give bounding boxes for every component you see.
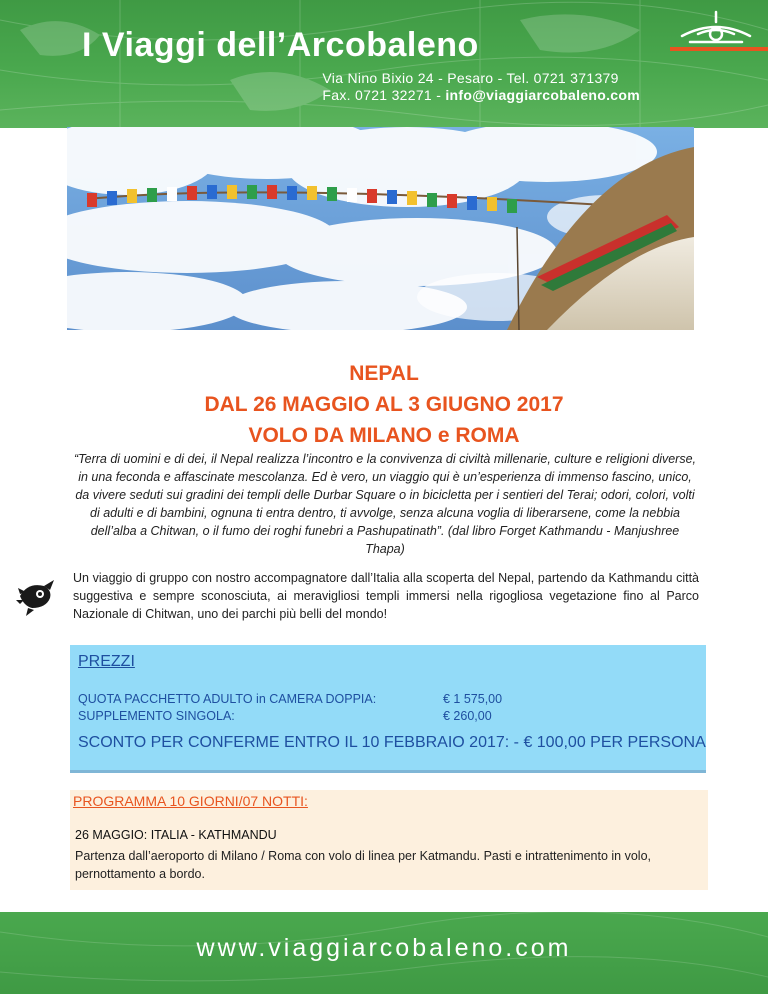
price-label: QUOTA PACCHETTO ADULTO in CAMERA DOPPIA:: [78, 692, 377, 706]
website-url[interactable]: www.viaggiarcobaleno.com: [196, 934, 572, 962]
stupa-photo: [67, 127, 694, 330]
agency-email[interactable]: info@viaggiarcobaleno.com: [445, 87, 640, 103]
agency-fax: Fax. 0721 32271 -: [322, 87, 446, 103]
agency-fax-email: [322, 87, 640, 104]
trip-intro: Un viaggio di gruppo con nostro accompagnatore dall’Italia alla scoperta del Nepal, partendo da Kathmandu città suggestiva e sempre sconosciuta, ai meravigliosi templi immersi nella rigogliosa vegetazione fino al Parco Nazionale di Chitwan, uno dei parchi più belli del mondo!: [73, 571, 699, 621]
prices-heading: PREZZI: [78, 653, 135, 670]
discount-note: SCONTO PER CONFERME ENTRO IL 10 FEBBRAIO 2017: - € 100,00 PER PERSONA: [78, 734, 706, 751]
trip-destination: NEPAL: [349, 362, 419, 385]
book-quote: “Terra di uomini e di dei, il Nepal realizza l’incontro e la convivenza di civiltà millenarie, culture e religioni diverse, in una feconda e affascinate mescolanza. Ed è vero, un viaggio qui è un’esperienza di immenso fascino, unico, da vivere seduti sui gradini dei templi delle Durbar Square o in bicicletta per i sentieri del Terai; odori, colori, volti di adulti e di bambini, ognuna ti entra dentro, ti avvolge, senza alcuna voglia di liberarsene, come la nebbia dell’alba a Chitwan, o il fumo dei roghi funebri a Pashupatinath”. (dal libro Forget Kathmandu - Manjushree Thapa): [73, 452, 697, 556]
footer-banner: [0, 912, 768, 994]
trip-flight: VOLO DA MILANO e ROMA: [248, 424, 520, 447]
bird-ornament-icon: [14, 574, 58, 618]
logo-accent-bar: [670, 47, 768, 51]
day-title: 26 MAGGIO: ITALIA - KATHMANDU: [75, 828, 277, 842]
header-banner: [0, 0, 768, 128]
price-label: SUPPLEMENTO SINGOLA:: [78, 709, 235, 723]
program-heading: PROGRAMMA 10 GIORNI/07 NOTTI:: [73, 793, 308, 809]
prices-box: [70, 645, 706, 773]
price-row: [78, 709, 492, 723]
price-row: [78, 692, 503, 706]
program-box: [70, 790, 708, 890]
price-value: € 1 575,00: [443, 692, 503, 706]
trip-dates: DAL 26 MAGGIO AL 3 GIUGNO 2017: [204, 393, 564, 416]
day-description: Partenza dall’aeroporto di Milano / Roma con volo di linea per Katmandu. Pasti e intrattenimento in volo, pernottamento a bordo.: [75, 849, 652, 881]
agency-address: Via Nino Bixio 24 - Pesaro - Tel. 0721 371379: [322, 70, 619, 86]
price-value: € 260,00: [443, 709, 492, 723]
brand-title: I Viaggi dell’Arcobaleno: [82, 26, 479, 64]
agency-contacts: [322, 70, 640, 104]
stupa-photo-illustration: [67, 127, 694, 330]
